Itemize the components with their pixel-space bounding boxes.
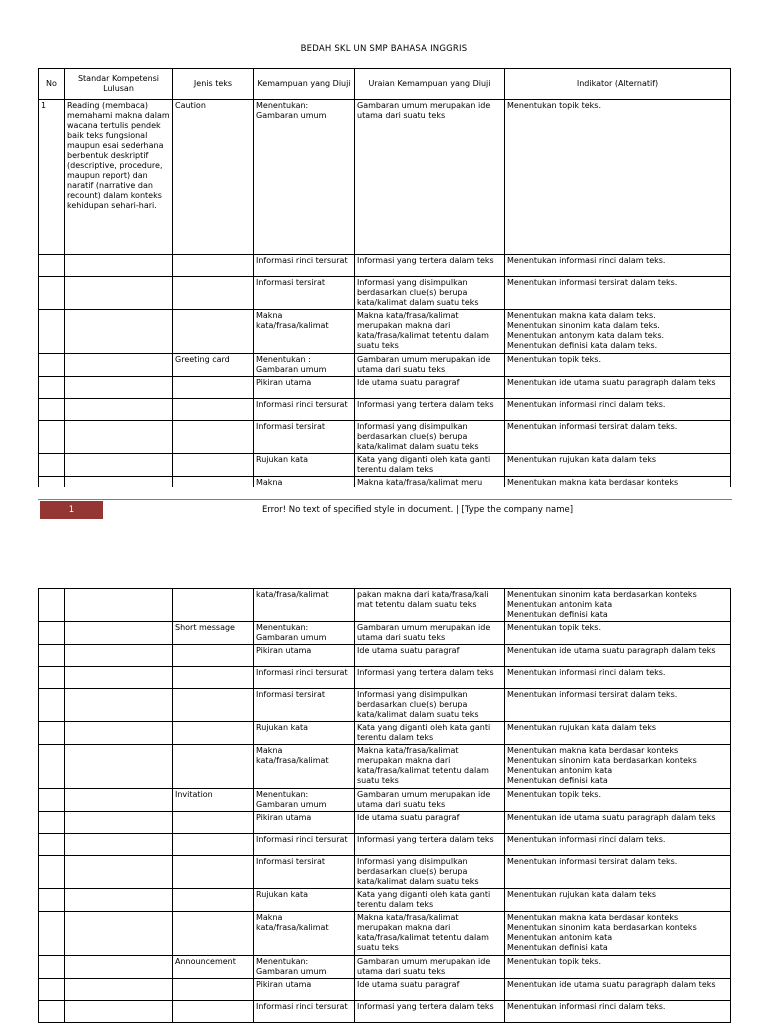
cell-no <box>39 399 65 421</box>
cell-no <box>39 689 65 722</box>
table-row <box>39 956 731 979</box>
cell-indikator: Menentukan rujukan kata dalam teks <box>505 889 731 912</box>
cell-no <box>39 667 65 689</box>
cell-standar <box>65 979 173 1001</box>
table-row <box>39 589 731 622</box>
table-row <box>39 645 731 667</box>
cell-indikator: Menentukan makna kata berdasar konteks <box>505 477 731 488</box>
cell-no <box>39 812 65 834</box>
cell-jenis <box>173 589 254 622</box>
cell-standar: Reading (membaca) memahami makna dalam wacana tertulis pendek baik teks fungsional maupun esai sederhana berbentuk deskriptif (descriptive, procedure, maupun report) dan naratif (narrative dan recount) dalam konteks kehidupan sehari-hari. <box>65 100 173 255</box>
cell-standar <box>65 645 173 667</box>
cell-no <box>39 454 65 477</box>
cell-indikator: Menentukan informasi tersirat dalam teks. <box>505 689 731 722</box>
cell-no <box>39 956 65 979</box>
cell-uraian: Informasi yang tertera dalam teks <box>355 255 505 277</box>
cell-indikator: Menentukan topik teks. <box>505 100 731 255</box>
cell-kemampuan: Pikiran utama <box>254 979 355 1001</box>
cell-no <box>39 421 65 454</box>
cell-jenis <box>173 979 254 1001</box>
cell-kemampuan: Rujukan kata <box>254 722 355 745</box>
skl-table-page-2 <box>38 588 731 1023</box>
cell-indikator: Menentukan topik teks. <box>505 789 731 812</box>
cell-indikator: Menentukan makna kata berdasar konteks Menentukan sinonim kata berdasarkan konteks Menentukan antonim kata Menentukan definisi kata <box>505 745 731 789</box>
header-standar: Standar Kompetensi Lulusan <box>65 69 173 100</box>
cell-standar <box>65 856 173 889</box>
cell-jenis <box>173 399 254 421</box>
cell-kemampuan: Informasi tersirat <box>254 856 355 889</box>
cell-uraian: Kata yang diganti oleh kata ganti terentu dalam teks <box>355 722 505 745</box>
cell-uraian: Gambaran umum merupakan ide utama dari suatu teks <box>355 789 505 812</box>
cell-kemampuan: Makna kata/frasa/kalimat <box>254 912 355 956</box>
cell-uraian: Gambaran umum merupakan ide utama dari suatu teks <box>355 354 505 377</box>
table-row <box>39 812 731 834</box>
table-row <box>39 277 731 310</box>
cell-indikator: Menentukan informasi rinci dalam teks. <box>505 834 731 856</box>
cell-standar <box>65 1001 173 1023</box>
cell-standar <box>65 834 173 856</box>
cell-indikator: Menentukan informasi rinci dalam teks. <box>505 255 731 277</box>
cell-uraian: Informasi yang tertera dalam teks <box>355 1001 505 1023</box>
cell-jenis <box>173 745 254 789</box>
cell-uraian: Ide utama suatu paragraf <box>355 645 505 667</box>
table-row <box>39 856 731 889</box>
cell-kemampuan: kata/frasa/kalimat <box>254 589 355 622</box>
cell-indikator: Menentukan makna kata dalam teks. Menentukan sinonim kata dalam teks. Menentukan antonym kata dalam teks. Menentukan definisi kata dalam teks. <box>505 310 731 354</box>
cell-jenis <box>173 834 254 856</box>
cell-kemampuan: Rujukan kata <box>254 454 355 477</box>
footer-divider <box>38 499 732 500</box>
table-row <box>39 1001 731 1023</box>
table-row <box>39 834 731 856</box>
cell-indikator: Menentukan rujukan kata dalam teks <box>505 722 731 745</box>
cell-uraian: Ide utama suatu paragraf <box>355 377 505 399</box>
cell-jenis <box>173 310 254 354</box>
cell-kemampuan: Informasi rinci tersurat <box>254 399 355 421</box>
table-row <box>39 454 731 477</box>
table-row <box>39 377 731 399</box>
cell-kemampuan: Rujukan kata <box>254 889 355 912</box>
cell-standar <box>65 310 173 354</box>
cell-standar <box>65 399 173 421</box>
cell-jenis: Greeting card <box>173 354 254 377</box>
page-1-area <box>0 0 768 487</box>
cell-no <box>39 834 65 856</box>
cell-no <box>39 1001 65 1023</box>
table-row <box>39 100 731 255</box>
cell-indikator: Menentukan makna kata berdasar konteks Menentukan sinonim kata berdasarkan konteks Menentukan antonim kata Menentukan definisi kata <box>505 912 731 956</box>
cell-indikator: Menentukan informasi rinci dalam teks. <box>505 1001 731 1023</box>
table-row <box>39 354 731 377</box>
cell-uraian: Informasi yang disimpulkan berdasarkan clue(s) berupa kata/kalimat dalam suatu teks <box>355 421 505 454</box>
cell-kemampuan: Menentukan: Gambaran umum <box>254 789 355 812</box>
table-row <box>39 622 731 645</box>
cell-jenis <box>173 454 254 477</box>
cell-no <box>39 477 65 488</box>
cell-no <box>39 589 65 622</box>
cell-standar <box>65 454 173 477</box>
cell-kemampuan: Makna <box>254 477 355 488</box>
cell-indikator: Menentukan informasi rinci dalam teks. <box>505 667 731 689</box>
cell-no <box>39 856 65 889</box>
cell-indikator: Menentukan informasi tersirat dalam teks. <box>505 856 731 889</box>
cell-kemampuan: Pikiran utama <box>254 645 355 667</box>
table-row <box>39 912 731 956</box>
cell-uraian: Ide utama suatu paragraf <box>355 812 505 834</box>
cell-kemampuan: Pikiran utama <box>254 377 355 399</box>
table-row <box>39 979 731 1001</box>
cell-jenis <box>173 255 254 277</box>
cell-kemampuan: Informasi rinci tersurat <box>254 1001 355 1023</box>
cell-no <box>39 912 65 956</box>
page-2-area <box>0 588 768 1024</box>
cell-jenis <box>173 722 254 745</box>
cell-no <box>39 645 65 667</box>
cell-kemampuan: Makna kata/frasa/kalimat <box>254 745 355 789</box>
cell-jenis <box>173 889 254 912</box>
cell-no <box>39 354 65 377</box>
cell-jenis <box>173 477 254 488</box>
cell-standar <box>65 277 173 310</box>
cell-jenis: Short message <box>173 622 254 645</box>
cell-indikator: Menentukan informasi tersirat dalam teks. <box>505 277 731 310</box>
cell-indikator: Menentukan sinonim kata berdasarkan konteks Menentukan antonim kata Menentukan definisi kata <box>505 589 731 622</box>
cell-standar <box>65 722 173 745</box>
cell-jenis <box>173 667 254 689</box>
cell-kemampuan: Informasi rinci tersurat <box>254 667 355 689</box>
cell-no <box>39 622 65 645</box>
cell-uraian: Gambaran umum merupakan ide utama dari suatu teks <box>355 622 505 645</box>
cell-kemampuan: Menentukan : Gambaran umum <box>254 354 355 377</box>
cell-indikator: Menentukan informasi tersirat dalam teks. <box>505 421 731 454</box>
cell-uraian: Informasi yang tertera dalam teks <box>355 667 505 689</box>
cell-no <box>39 789 65 812</box>
cell-indikator: Menentukan ide utama suatu paragraph dalam teks <box>505 645 731 667</box>
cell-indikator: Menentukan topik teks. <box>505 354 731 377</box>
cell-no <box>39 722 65 745</box>
page-number-badge: 1 <box>40 501 103 519</box>
cell-kemampuan: Menentukan: Gambaran umum <box>254 956 355 979</box>
cell-standar <box>65 889 173 912</box>
table-row <box>39 421 731 454</box>
cell-kemampuan: Menentukan: Gambaran umum <box>254 622 355 645</box>
cell-no: 1 <box>39 100 65 255</box>
cell-jenis <box>173 645 254 667</box>
table-row <box>39 310 731 354</box>
cell-standar <box>65 421 173 454</box>
table-row <box>39 667 731 689</box>
cell-indikator: Menentukan ide utama suatu paragraph dalam teks <box>505 979 731 1001</box>
footer-text: Error! No text of specified style in document. | [Type the company name] <box>261 505 574 515</box>
cell-standar <box>65 589 173 622</box>
table-row <box>39 745 731 789</box>
cell-uraian: Gambaran umum merupakan ide utama dari suatu teks <box>355 100 505 255</box>
table-row <box>39 789 731 812</box>
cell-uraian: Ide utama suatu paragraf <box>355 979 505 1001</box>
cell-uraian: Makna kata/frasa/kalimat merupakan makna dari kata/frasa/kalimat tetentu dalam suatu teks <box>355 310 505 354</box>
cell-indikator: Menentukan ide utama suatu paragraph dalam teks <box>505 812 731 834</box>
cell-jenis <box>173 812 254 834</box>
header-indikator: Indikator (Alternatif) <box>505 69 731 100</box>
header-kemampuan: Kemampuan yang Diuji <box>254 69 355 100</box>
cell-uraian: Informasi yang disimpulkan berdasarkan clue(s) berupa kata/kalimat dalam suatu teks <box>355 689 505 722</box>
table-row <box>39 889 731 912</box>
cell-standar <box>65 912 173 956</box>
cell-standar <box>65 956 173 979</box>
cell-kemampuan: Informasi rinci tersurat <box>254 834 355 856</box>
cell-jenis: Invitation <box>173 789 254 812</box>
cell-indikator: Menentukan informasi rinci dalam teks. <box>505 399 731 421</box>
cell-jenis <box>173 856 254 889</box>
cell-standar <box>65 354 173 377</box>
cell-uraian: Informasi yang tertera dalam teks <box>355 399 505 421</box>
cell-kemampuan: Makna kata/frasa/kalimat <box>254 310 355 354</box>
cell-standar <box>65 622 173 645</box>
cell-kemampuan: Informasi tersirat <box>254 689 355 722</box>
cell-standar <box>65 745 173 789</box>
cell-kemampuan: Informasi rinci tersurat <box>254 255 355 277</box>
header-jenis: Jenis teks <box>173 69 254 100</box>
table-row <box>39 477 731 488</box>
cell-standar <box>65 255 173 277</box>
cell-indikator: Menentukan rujukan kata dalam teks <box>505 454 731 477</box>
cell-no <box>39 377 65 399</box>
table-row <box>39 722 731 745</box>
cell-indikator: Menentukan topik teks. <box>505 622 731 645</box>
cell-uraian: Informasi yang disimpulkan berdasarkan clue(s) berupa kata/kalimat dalam suatu teks <box>355 856 505 889</box>
cell-jenis <box>173 277 254 310</box>
cell-no <box>39 255 65 277</box>
cell-jenis <box>173 421 254 454</box>
cell-uraian: Kata yang diganti oleh kata ganti terentu dalam teks <box>355 454 505 477</box>
table-row <box>39 255 731 277</box>
cell-jenis: Announcement <box>173 956 254 979</box>
cell-kemampuan: Informasi tersirat <box>254 277 355 310</box>
table-row <box>39 399 731 421</box>
cell-no <box>39 310 65 354</box>
cell-uraian: Gambaran umum merupakan ide utama dari suatu teks <box>355 956 505 979</box>
cell-standar <box>65 667 173 689</box>
cell-jenis <box>173 689 254 722</box>
cell-jenis: Caution <box>173 100 254 255</box>
cell-standar <box>65 689 173 722</box>
cell-no <box>39 979 65 1001</box>
page-title: BEDAH SKL UN SMP BAHASA INGGRIS <box>300 44 468 54</box>
cell-uraian: pakan makna dari kata/frasa/kali mat tetentu dalam suatu teks <box>355 589 505 622</box>
cell-indikator: Menentukan topik teks. <box>505 956 731 979</box>
cell-kemampuan: Pikiran utama <box>254 812 355 834</box>
header-uraian: Uraian Kemampuan yang Diuji <box>355 69 505 100</box>
cell-kemampuan: Menentukan: Gambaran umum <box>254 100 355 255</box>
cell-standar <box>65 377 173 399</box>
cell-standar <box>65 789 173 812</box>
cell-jenis <box>173 912 254 956</box>
header-no: No <box>39 69 65 100</box>
cell-uraian: Kata yang diganti oleh kata ganti terentu dalam teks <box>355 889 505 912</box>
cell-no <box>39 889 65 912</box>
cell-uraian: Informasi yang disimpulkan berdasarkan clue(s) berupa kata/kalimat dalam suatu teks <box>355 277 505 310</box>
cell-kemampuan: Informasi tersirat <box>254 421 355 454</box>
cell-standar <box>65 812 173 834</box>
cell-jenis <box>173 377 254 399</box>
cell-uraian: Makna kata/frasa/kalimat merupakan makna dari kata/frasa/kalimat tetentu dalam suatu teks <box>355 912 505 956</box>
cell-uraian: Makna kata/frasa/kalimat meru <box>355 477 505 488</box>
cell-uraian: Makna kata/frasa/kalimat merupakan makna dari kata/frasa/kalimat tetentu dalam suatu teks <box>355 745 505 789</box>
cell-indikator: Menentukan ide utama suatu paragraph dalam teks <box>505 377 731 399</box>
table-row <box>39 689 731 722</box>
cell-standar <box>65 477 173 488</box>
skl-table-page-1 <box>38 68 731 487</box>
cell-no <box>39 277 65 310</box>
cell-jenis <box>173 1001 254 1023</box>
cell-no <box>39 745 65 789</box>
cell-uraian: Informasi yang tertera dalam teks <box>355 834 505 856</box>
